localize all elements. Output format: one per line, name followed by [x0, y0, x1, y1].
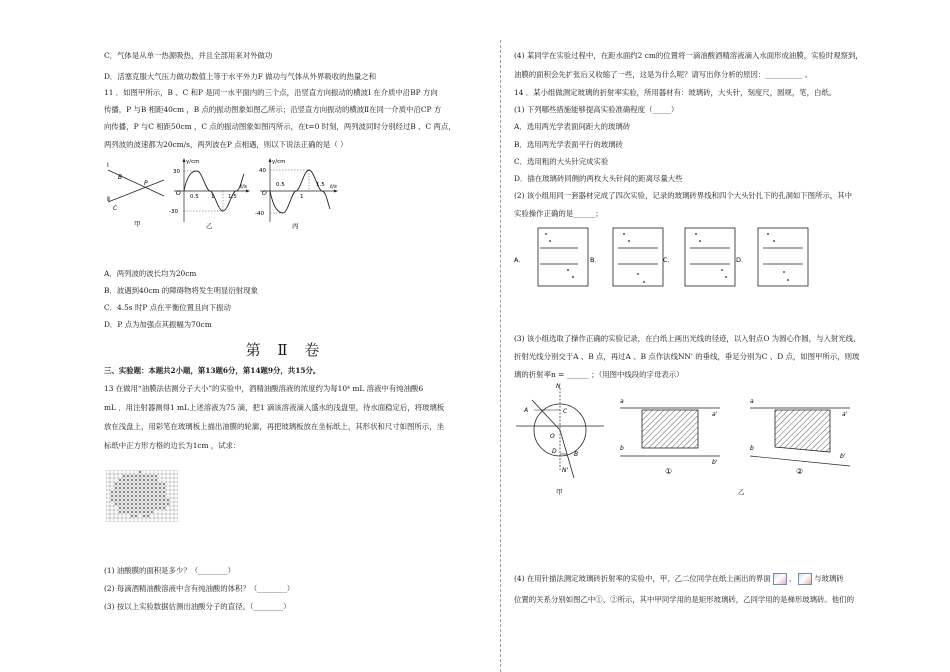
- label-a: a: [620, 398, 624, 405]
- question-10-option-d: D．活塞克服大气压力做功数值上等于水平外力F 做功与气体从外界吸收的热量之和: [104, 72, 377, 81]
- label-b-prime: b': [840, 453, 846, 460]
- sub-4-text-c: 与玻璃砖: [814, 574, 844, 583]
- oil-film-grid: [106, 470, 178, 522]
- question-11-option-c: C．4.5s 时P 点在平衡位置且向下振动: [104, 303, 231, 312]
- y-axis-label: y/cm: [186, 159, 200, 165]
- tick-0.5: 0.5: [190, 194, 199, 200]
- pin-diagrams: [510, 222, 810, 294]
- caption-yi: 乙: [206, 222, 213, 230]
- question-10-option-c: C．气体是从单一热源吸热，并且全部用来对外做功: [104, 51, 273, 60]
- question-14-option-d: D．插在玻璃砖同侧的两枚大头针间的距离尽量大些: [514, 174, 683, 183]
- pin-option-label: C．: [663, 256, 675, 264]
- question-13-sub-3: (3) 按以上实验数据估测出油酸分子的直径。（________）: [104, 602, 291, 611]
- question-11-line-1: 11 ．如图甲所示，B 、C 和P 是同一水平面内的三个点，沿竖直方向振动的横波Ⅰ 在介质中沿BP 方向: [104, 88, 438, 97]
- label-A: A: [524, 407, 529, 414]
- question-14-option-b: B．选用两光学表面平行的玻璃砖: [514, 140, 623, 149]
- question-14-sub-1: (1) 下列哪些措施能够提高实验准确程度（_____）: [514, 105, 679, 114]
- question-11-line-4: 两列波的波速都为20cm/s，两列波在P 点相遇，则以下说法正确的是（ ）: [104, 140, 348, 149]
- question-13-sub-4-line-1: (4) 某同学在实验过程中，在距水面约2 cm的位置将一滴油酸酒精溶液滴入水面形成油膜，实验时观察到，: [514, 51, 863, 60]
- image-icon: [773, 573, 787, 585]
- tick-0.5: 0.5: [276, 182, 285, 188]
- label-circled-1: ①: [665, 467, 673, 476]
- pin-diagram-d[interactable]: [736, 228, 808, 286]
- pin-diagram-c[interactable]: [663, 228, 735, 286]
- label-B: B: [118, 174, 123, 181]
- wave-curve-c: [270, 170, 330, 213]
- question-13-line-4: 标纸中正方形方格的边长为1cm ，试求：: [104, 441, 241, 450]
- label-II: Ⅱ: [107, 196, 110, 203]
- refraction-circle-diagram: [512, 380, 608, 498]
- pin-option-label: B．: [590, 256, 601, 264]
- label-a-prime: a': [712, 411, 718, 418]
- pin-diagram-a[interactable]: [514, 228, 588, 286]
- tick-bottom: -40: [255, 211, 264, 217]
- caption-jia: 甲: [556, 488, 563, 496]
- x-axis-label: t/s: [240, 184, 247, 190]
- column-divider: [500, 40, 501, 672]
- x-axis-label: t/s: [330, 184, 337, 190]
- question-13-sub-2: (2) 每滴酒精油酸溶液中含有纯油酸的体积？（________）: [104, 584, 295, 593]
- right-column: [510, 0, 910, 672]
- wave-source-diagram: [104, 158, 170, 230]
- pin-option-label: A．: [514, 256, 525, 264]
- question-11-option-b: B．波遇到40cm 的障碍物将发生明显衍射现象: [104, 286, 258, 295]
- question-14-sub-4-line-1: [514, 573, 844, 585]
- label-N: N: [556, 383, 561, 390]
- tick-1: 1: [300, 194, 304, 200]
- question-13-sub-4-line-2: 油膜的面积会先扩张后又收缩了一些，这是为什么呢？请写出你分析的原因：__________ 。: [514, 70, 812, 79]
- label-b: b: [750, 445, 754, 452]
- label-b: b: [620, 445, 624, 452]
- question-14-sub-4-line-2: 位置的关系分别如图乙中①、②所示，其中甲同学用的是矩形玻璃砖，乙同学用的是梯形玻璃砖。他们的: [514, 595, 854, 604]
- question-14-sub-2-line-1: (2) 该小组用同一套器材完成了四次实验，记录的玻璃砖界线和四个大头针扎下的孔洞如下图所示，其中: [514, 191, 853, 200]
- sub-4-text-a: (4) 在用针描法测定玻璃砖折射率的实验中，甲、乙二位同学在纸上画出的界面: [514, 574, 771, 583]
- label-circled-2: ②: [796, 467, 804, 476]
- label-I: Ⅰ: [107, 162, 109, 169]
- interface-diagram-2: [750, 398, 850, 476]
- question-14-sub-3-line-1: (3) 该小组选取了操作正确的实验记录，在白纸上画出光线的径迹，以入射点O 为圆心作圆，与入射光线、: [514, 334, 861, 343]
- question-11-line-2: 传播，P 与B 相距40cm ，B 点的振动图象如图乙所示；沿竖直方向振动的横波Ⅱ在同一介质中沿CP 方: [104, 105, 442, 114]
- sub-4-separator: 、: [788, 574, 797, 583]
- origin-label: O: [176, 190, 181, 197]
- vibration-graph-c: [248, 156, 346, 232]
- question-14-option-c: C．选用粗的大头针完成实验: [514, 157, 609, 166]
- section-title: 第 Ⅱ 卷: [245, 341, 326, 359]
- label-a-prime: a': [842, 411, 848, 418]
- question-13-line-2: mL ．用注射器测得1 mL上述溶液为75 滴，把1 滴该溶液滴入盛水的浅盘里，待水面稳定后，将玻璃板: [104, 403, 445, 412]
- question-13-line-3: 放在浅盘上，用彩笔在玻璃板上描出油膜的轮廓，再把玻璃板放在坐标纸上，其形状和尺寸如图所示，坐: [104, 422, 444, 431]
- caption-bing: 丙: [292, 222, 299, 230]
- origin-label: O: [262, 190, 267, 197]
- question-14-intro: 14 ．某小组做测定玻璃的折射率实验，所用器材有：玻璃砖，大头针，刻度尺，圆规，笔，白纸。: [514, 88, 837, 97]
- pin-diagram-b[interactable]: [590, 228, 663, 286]
- tick-top: 40: [259, 168, 266, 174]
- question-14-sub-3-line-2: 折射光线分别交于A 、B 点，再过A 、B 点作法线NN' 的垂线，垂足分别为C 、D 点，如图甲所示，则玻: [514, 352, 860, 361]
- tick-bottom: -30: [169, 209, 178, 215]
- caption-yi: 乙: [738, 488, 745, 496]
- question-14-option-a: A．选用两光学表面间距大的玻璃砖: [514, 122, 631, 131]
- pin-option-label: D．: [736, 256, 748, 264]
- label-a: a: [750, 398, 754, 405]
- question-13-sub-1: (1) 油酸膜的面积是多少？（________）: [104, 566, 236, 575]
- question-11-line-3: 向传播，P 与C 相距50cm ，C 点的振动图象如图丙所示，在t=0 时刻，两列波同时分别经过B 、C 两点，: [104, 122, 456, 131]
- tick-1: 1: [211, 194, 215, 200]
- glass-interface-diagrams: [610, 390, 870, 498]
- interface-diagram-1: [620, 398, 720, 476]
- label-C: C: [563, 408, 568, 415]
- y-axis-label: y/cm: [272, 159, 286, 165]
- tick-1.5: 1.5: [228, 194, 237, 200]
- label-N-prime: N': [562, 467, 569, 474]
- tick-top: 30: [173, 169, 180, 175]
- label-O: O: [550, 433, 555, 440]
- image-icon: [798, 573, 812, 585]
- label-P: P: [144, 180, 148, 187]
- label-C: C: [113, 205, 118, 212]
- label-b-prime: b': [712, 459, 718, 466]
- question-11-option-a: A．两列波的波长均为20cm: [104, 269, 197, 278]
- label-D: D: [552, 448, 557, 455]
- tick-1.5: 1.5: [316, 182, 325, 188]
- question-13-line-1: 13 在做用“油膜法估测分子大小”的实验中，酒精油酸溶液的浓度约为每10⁴ mL 溶液中有纯油酸6: [104, 384, 424, 393]
- label-B: B: [574, 451, 579, 458]
- question-14-sub-3-line-3: 璃的折射率n = ______ ；（用图中线段的字母表示）: [514, 370, 684, 379]
- section-heading: 三、实验题：本题共2小题，第13题6分，第14题9分，共15分。: [104, 366, 321, 375]
- caption-jia: 甲: [134, 220, 141, 228]
- left-column: [98, 0, 473, 672]
- vibration-graph-b: [166, 156, 252, 232]
- question-11-option-d: D．P 点为加强点其振幅为70cm: [104, 320, 212, 329]
- question-14-sub-2-line-2: 实验操作正确的是______；: [514, 209, 603, 218]
